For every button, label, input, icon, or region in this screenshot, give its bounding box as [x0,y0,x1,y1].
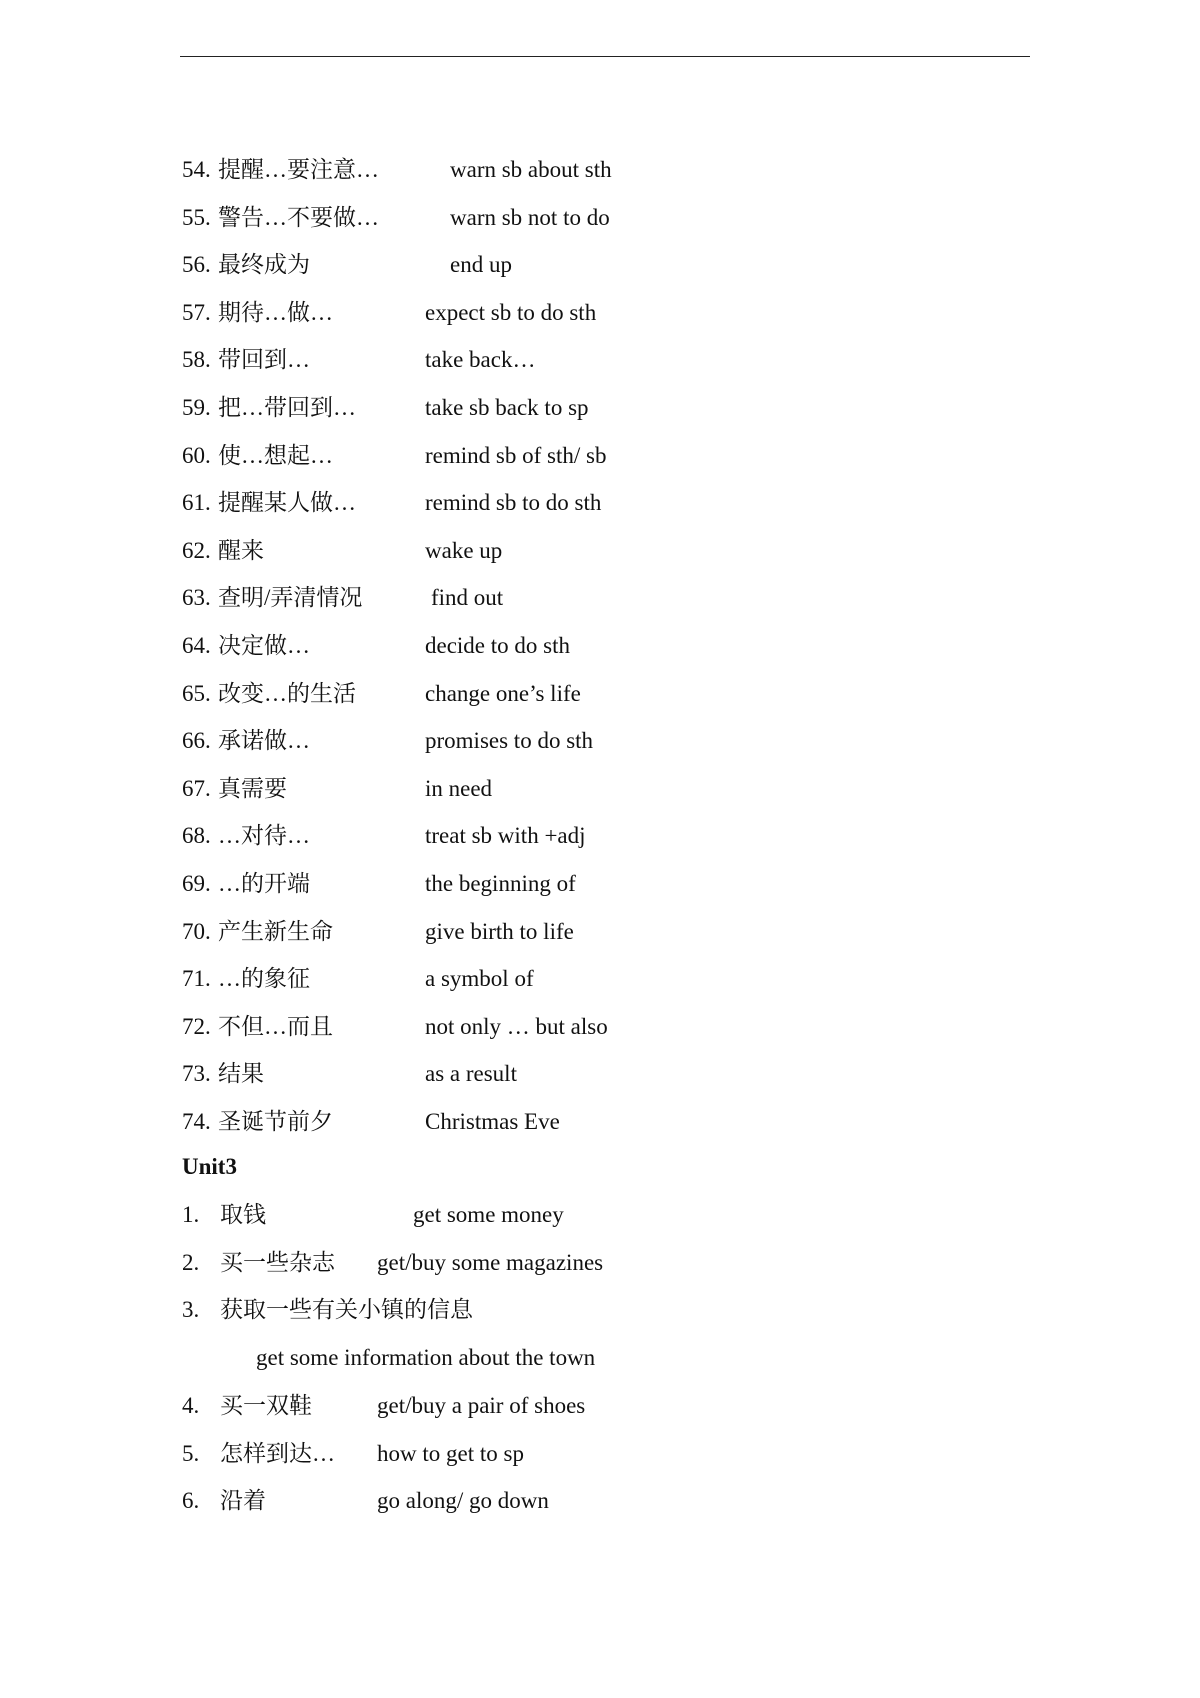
phrase-row [182,674,1002,714]
phrase-row [182,1054,1002,1094]
phrase-row [182,245,1002,285]
chinese-phrase: 承诺做… [218,728,310,754]
item-number: 58. [182,347,211,373]
item-number: 2. [182,1250,200,1275]
phrase-row [182,483,1002,523]
chinese-phrase: 买一些杂志 [220,1250,335,1275]
item-number: 74. [182,1109,211,1134]
phrase-row [182,1481,1002,1521]
item-number: 54. [182,157,211,182]
english-phrase: end up [450,252,512,278]
chinese-phrase: 期待…做… [218,299,333,325]
item-number: 5. [182,1441,200,1466]
chinese-phrase: 查明/弄清情况 [218,585,363,611]
phrase-row [182,198,1002,238]
chinese-phrase: 醒来 [218,537,264,563]
item-number: 72. [182,1013,211,1039]
chinese-phrase: 改变…的生活 [218,680,356,706]
chinese-phrase: 真需要 [218,775,287,801]
chinese-phrase: 产生新生命 [218,918,333,944]
english-phrase: get some information about the town [256,1345,596,1370]
chinese-phrase: 提醒…要注意… [218,157,379,182]
phrase-row [182,388,1002,428]
item-number: 69. [182,871,211,896]
english-phrase: as a result [425,1061,517,1087]
phrase-row [182,721,1002,761]
phrase-row [182,1290,1002,1330]
item-number: 67. [182,775,211,801]
chinese-phrase: 使…想起… [218,442,333,468]
chinese-phrase: 带回到… [218,347,310,373]
chinese-phrase: 沿着 [220,1488,266,1513]
chinese-phrase: …的象征 [218,966,310,992]
chinese-phrase: 决定做… [218,633,310,658]
english-phrase: take back… [425,347,536,373]
english-phrase: in need [425,775,493,801]
item-number: 60. [182,442,211,468]
english-phrase: get some money [413,1202,564,1227]
english-phrase: decide to do sth [425,633,570,658]
phrase-row [182,959,1002,999]
unit-title: Unit3 [182,1154,237,1179]
english-phrase: find out [431,585,504,611]
item-number: 57. [182,299,211,325]
item-number: 71. [182,966,211,992]
english-phrase: give birth to life [425,918,574,944]
english-phrase: warn sb not to do [450,204,610,230]
item-number: 6. [182,1488,200,1513]
chinese-phrase: 取钱 [220,1202,266,1227]
item-number: 61. [182,490,211,516]
phrase-row [182,912,1002,952]
english-phrase: how to get to sp [377,1441,524,1466]
item-number: 63. [182,585,211,611]
item-number: 55. [182,204,211,230]
english-phrase: get/buy some magazines [377,1250,604,1275]
english-phrase: go along/ go down [377,1488,549,1513]
item-number: 70. [182,918,211,944]
item-number: 64. [182,633,211,658]
item-number: 4. [182,1393,200,1418]
chinese-phrase: 警告…不要做… [218,204,379,230]
chinese-phrase: 圣诞节前夕 [218,1109,333,1134]
phrase-row [182,340,1002,380]
phrase-row [182,578,1002,618]
english-phrase: remind sb to do sth [425,490,602,516]
english-phrase: Christmas Eve [425,1109,560,1134]
item-number: 73. [182,1061,211,1087]
phrase-row [182,1102,1002,1142]
chinese-phrase: 获取一些有关小镇的信息 [220,1297,473,1322]
english-phrase: remind sb of sth/ sb [425,442,607,468]
english-phrase: wake up [425,537,503,563]
phrase-row [182,1386,1002,1426]
english-phrase: not only … but also [425,1013,608,1039]
chinese-phrase: 把…带回到… [218,395,356,420]
chinese-phrase: 最终成为 [218,252,310,278]
phrase-row [182,769,1002,809]
phrase-row [182,816,1002,856]
item-number: 3. [182,1297,200,1322]
english-phrase: expect sb to do sth [425,299,597,325]
item-number: 65. [182,680,211,706]
phrase-row [182,626,1002,666]
item-number: 68. [182,823,211,849]
english-phrase: change one’s life [425,680,581,706]
english-phrase: get/buy a pair of shoes [377,1393,586,1418]
item-number: 56. [182,252,211,278]
phrase-row [182,531,1002,571]
item-number: 1. [182,1202,200,1227]
item-number: 66. [182,728,211,754]
item-number: 62. [182,537,211,563]
phrase-row [182,1007,1002,1047]
chinese-phrase: 怎样到达… [220,1441,335,1466]
chinese-phrase: 不但…而且 [218,1013,333,1039]
english-phrase: promises to do sth [425,728,594,754]
item-number: 59. [182,395,211,420]
english-phrase: warn sb about sth [450,157,612,182]
chinese-phrase: 结果 [218,1061,264,1087]
phrase-row [182,1434,1002,1474]
phrase-row [182,864,1002,904]
phrase-row [182,436,1002,476]
phrase-row [182,1243,1002,1283]
header-rule [180,56,1030,57]
chinese-phrase: …对待… [218,823,310,849]
phrase-row [182,293,1002,333]
phrase-row [182,1195,1002,1235]
english-phrase: the beginning of [425,871,576,896]
english-phrase: take sb back to sp [425,395,589,420]
english-phrase: treat sb with +adj [425,823,586,849]
chinese-phrase: 买一双鞋 [220,1393,312,1418]
chinese-phrase: …的开端 [218,871,310,896]
chinese-phrase: 提醒某人做… [218,490,356,516]
english-phrase: a symbol of [425,966,534,992]
phrase-row [182,150,1002,190]
